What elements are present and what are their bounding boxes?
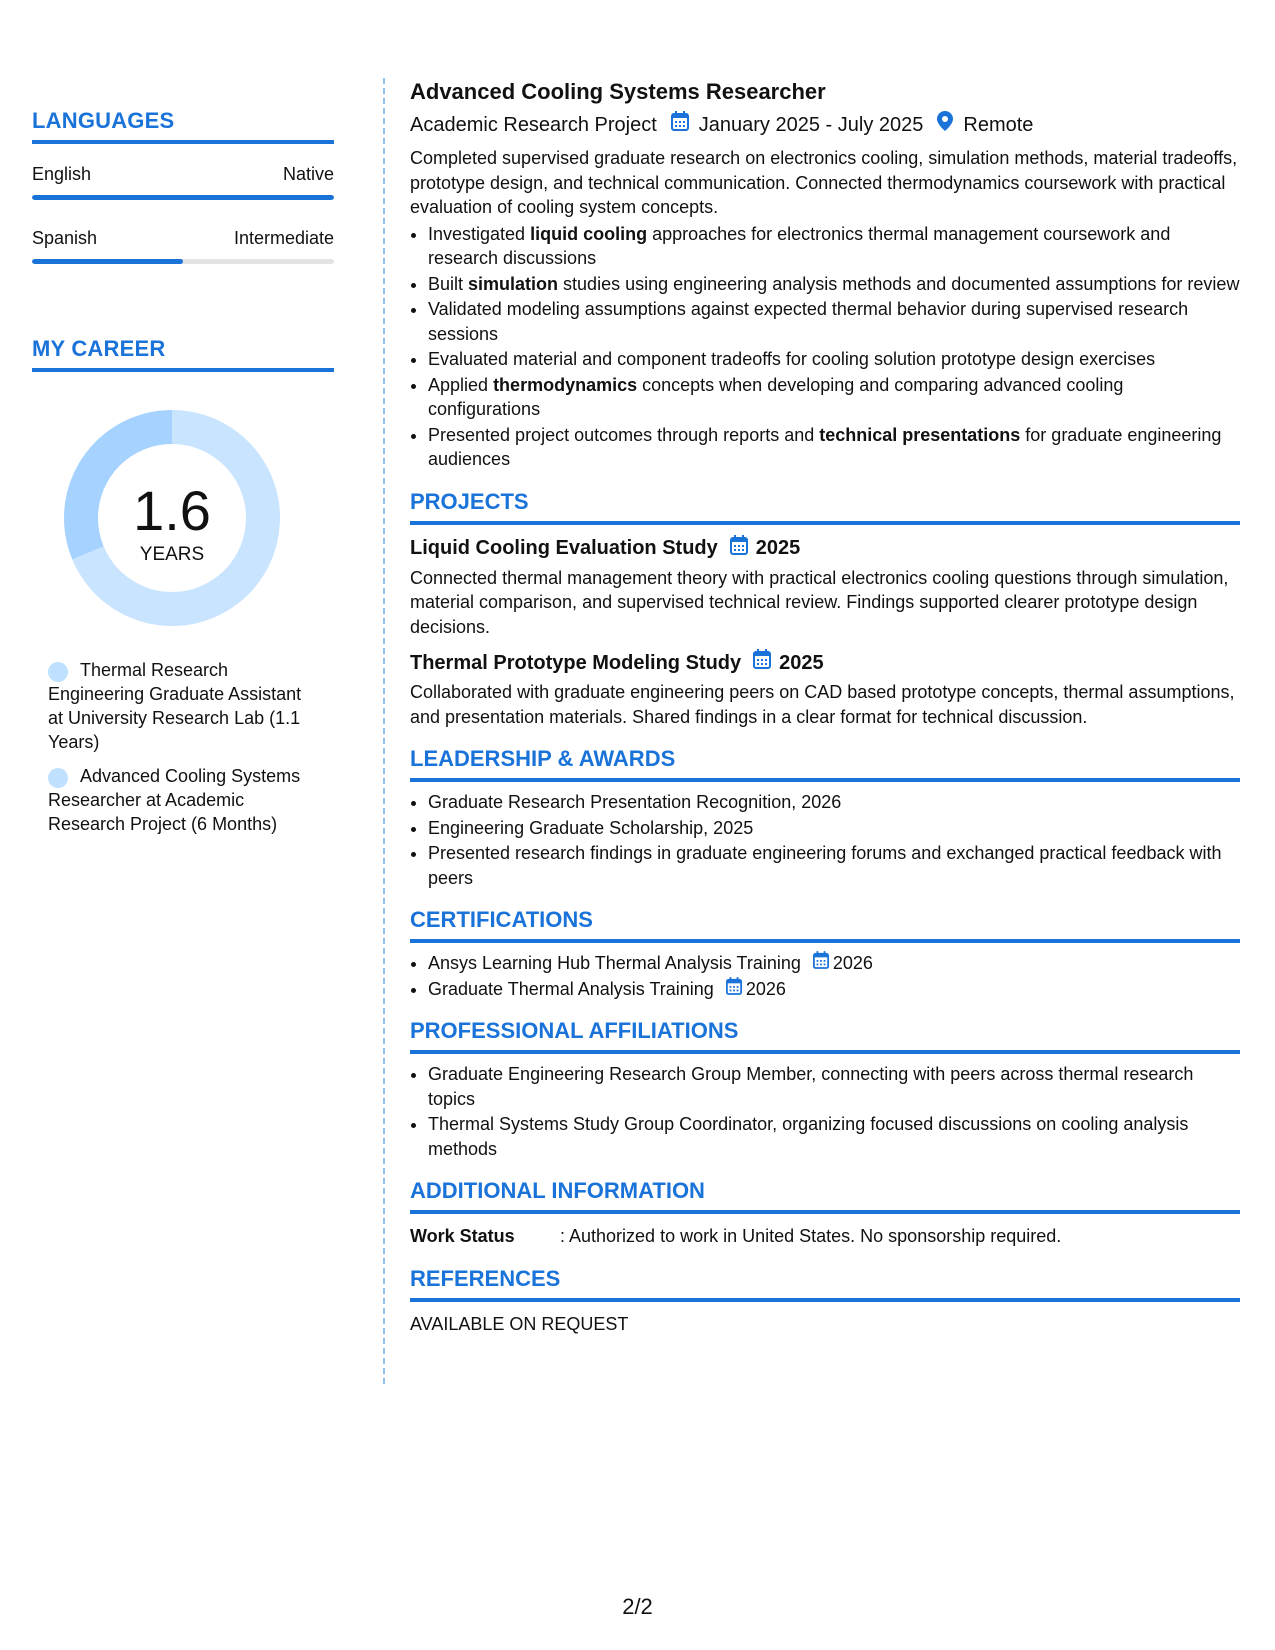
career-title: MY CAREER <box>32 336 334 372</box>
work-status-label: Work Status <box>410 1226 515 1246</box>
affiliation-item: • Thermal Systems Study Group Coordinator, organizing focused discussions on cooling analysis methods <box>428 1112 1240 1161</box>
career-legend-item <box>48 658 318 754</box>
leadership-list <box>410 790 1240 890</box>
leadership-item: • Presented research findings in graduate engineering forums and exchanged practical feedback with peers <box>428 841 1240 890</box>
job-bullet: • Validated modeling assumptions against expected thermal behavior during supervised research sessions <box>428 297 1240 346</box>
legend-dot-icon <box>48 662 68 682</box>
job-dates: January 2025 - July 2025 <box>698 113 924 136</box>
job-bullet: • Presented project outcomes through reports and technical presentations for graduate engineering audiences <box>428 423 1240 472</box>
career-item-text: Advanced Cooling Systems Researcher at Academic Research Project (6 Months) <box>48 766 301 834</box>
project-year: 2025 <box>755 537 801 559</box>
job-bullet: • Investigated liquid cooling approaches for electronics thermal management coursework and research discussions <box>428 222 1240 271</box>
affiliations-title: PROFESSIONAL AFFILIATIONS <box>410 1017 1240 1054</box>
career-section <box>32 336 334 372</box>
certifications-title: CERTIFICATIONS <box>410 906 1240 943</box>
project-year: 2025 <box>779 651 824 674</box>
career-total-value: 1.6 <box>133 479 211 542</box>
language-bar <box>32 195 334 200</box>
job-location: Remote <box>963 113 1034 136</box>
certification-year: 2026 <box>745 978 786 999</box>
career-legend-item <box>48 764 318 836</box>
language-bar-fill <box>32 195 334 200</box>
career-item-text: Thermal Research Engineering Graduate Assistant at University Research Lab (1.1 Years) <box>48 660 302 752</box>
job-meta <box>410 111 1240 138</box>
language-level: Native <box>282 164 334 184</box>
job-bullets <box>410 222 1240 472</box>
job-company: Academic Research Project <box>410 113 657 136</box>
calendar-icon <box>726 977 742 1002</box>
project-description: Collaborated with graduate engineering peers on CAD based prototype concepts, thermal assumptions, and presentation materials. Shared findings in a clear format for technical discussion. <box>410 682 1235 727</box>
language-name: Spanish <box>32 228 98 248</box>
location-pin-icon <box>937 111 953 138</box>
career-donut-chart <box>62 408 282 628</box>
language-english <box>32 164 334 200</box>
certification-item <box>428 951 1240 976</box>
leadership-title: LEADERSHIP & AWARDS <box>410 745 1240 782</box>
leadership-item: • Engineering Graduate Scholarship, 2025 <box>428 816 1240 841</box>
right-column <box>410 78 1240 1336</box>
calendar-icon <box>813 951 829 976</box>
job-title: Advanced Cooling Systems Researcher <box>410 79 826 104</box>
additional-info-title: ADDITIONAL INFORMATION <box>410 1177 1240 1214</box>
project-description: Connected thermal management theory with practical electronics cooling questions through simulation, material comparison, and supervised technical review. Findings supported clearer prototype design decisions. <box>410 567 1229 637</box>
leadership-item: • Graduate Research Presentation Recognition, 2026 <box>428 790 1240 815</box>
references-text: AVAILABLE ON REQUEST <box>410 1313 629 1334</box>
job-bullet: • Applied thermodynamics concepts when developing and comparing advanced cooling configurations <box>428 373 1240 422</box>
job-summary: Completed supervised graduate research on electronics cooling, simulation methods, material tradeoffs, prototype design, and technical communication. Connected thermodynamics coursework with practical evaluation of cooling system concepts. <box>410 148 1238 217</box>
career-legend <box>48 658 318 836</box>
language-bar <box>32 259 334 264</box>
project-entry <box>410 649 1240 729</box>
job-bullet: • Evaluated material and component tradeoffs for cooling solution prototype design exercises <box>428 347 1240 372</box>
languages-title: LANGUAGES <box>32 108 334 144</box>
legend-dot-icon <box>48 768 68 788</box>
calendar-icon <box>753 649 771 676</box>
references-title: REFERENCES <box>410 1265 1240 1302</box>
work-status-row <box>410 1224 1240 1249</box>
projects-title: PROJECTS <box>410 488 1240 525</box>
experience-entry <box>410 78 1240 472</box>
language-spanish <box>32 228 334 264</box>
page-number: 2/2 <box>622 1594 653 1619</box>
project-name: Liquid Cooling Evaluation Study <box>410 537 718 559</box>
certification-name: • Graduate Thermal Analysis Training <box>428 978 714 999</box>
certification-item <box>428 977 1240 1002</box>
certifications-list <box>410 951 1240 1001</box>
language-bar-fill <box>32 259 183 264</box>
calendar-icon <box>671 111 689 138</box>
work-status-value: : Authorized to work in United States. No sponsorship required. <box>560 1226 1062 1246</box>
career-total-unit: YEARS <box>139 544 205 565</box>
project-entry <box>410 535 1240 640</box>
certification-year: 2026 <box>832 953 873 973</box>
affiliations-list <box>410 1062 1240 1161</box>
calendar-icon <box>730 535 748 562</box>
affiliation-item: • Graduate Engineering Research Group Member, connecting with peers across thermal research topics <box>428 1062 1240 1111</box>
language-level: Intermediate <box>233 228 334 248</box>
languages-section <box>32 108 334 264</box>
job-bullet: • Built simulation studies using engineering analysis methods and documented assumptions for review <box>428 272 1240 297</box>
language-name: English <box>32 164 92 184</box>
column-divider <box>383 78 385 1384</box>
project-name: Thermal Prototype Modeling Study <box>410 651 742 674</box>
certification-name: • Ansys Learning Hub Thermal Analysis Training <box>428 953 801 973</box>
